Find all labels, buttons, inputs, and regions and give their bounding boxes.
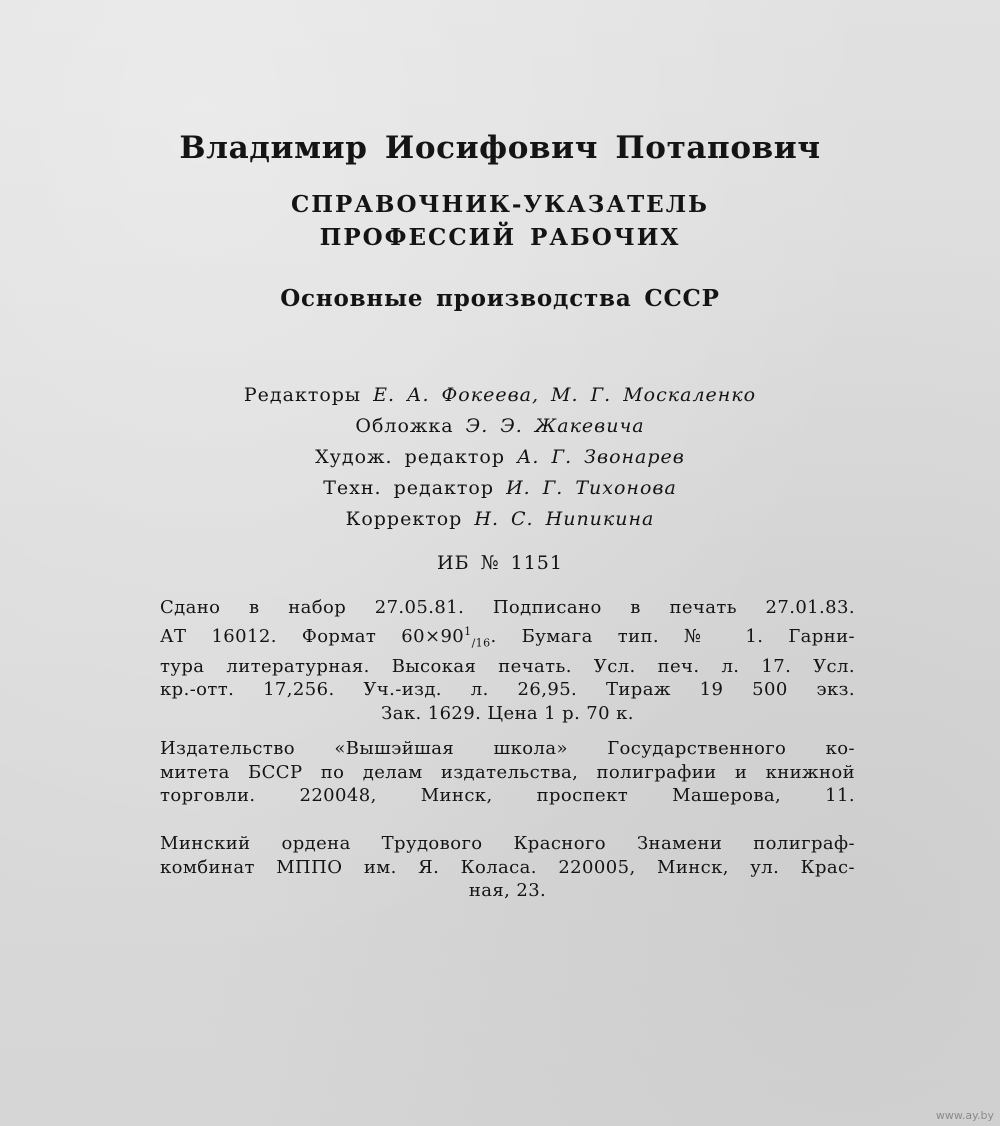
- book-title-line-1: СПРАВОЧНИК-УКАЗАТЕЛЬ: [290, 191, 710, 218]
- credit-name: А. Г. Звонарев: [517, 446, 685, 468]
- credit-role: Редакторы: [243, 384, 362, 406]
- credit-name: Э. Э. Жакевича: [465, 415, 645, 437]
- print-data-line: тура литературная. Высокая печать. Усл. печ. л. 17. Усл.: [160, 655, 855, 677]
- print-data-paragraph: [160, 596, 855, 725]
- author-name: Владимир Иосифович Потапович: [179, 130, 821, 166]
- credit-name: И. Г. Тихонова: [506, 477, 677, 499]
- credit-role: Корректор: [345, 508, 463, 530]
- credit-name: Н. С. Нипикина: [474, 508, 655, 530]
- format-fraction-numerator: 1: [464, 624, 472, 638]
- credits-list: [0, 380, 1000, 535]
- publisher-line: торговли. 220048, Минск, проспект Машерова, 11.: [160, 785, 855, 806]
- publisher-line: митета БССР по делам издательства, полиграфии и книжной: [160, 761, 855, 783]
- publisher-line: Издательство «Вышэйшая школа» Государственного ко-: [160, 738, 855, 759]
- publisher-paragraph: [160, 737, 855, 808]
- credit-cover: [0, 411, 1000, 442]
- format-fraction-denominator: /16: [471, 636, 491, 650]
- credit-name: Е. А. Фокеева, М. Г. Москаленко: [373, 384, 757, 406]
- credit-art-editor: [0, 442, 1000, 473]
- book-title-line-2: ПРОФЕССИЙ РАБОЧИХ: [319, 224, 681, 251]
- print-data-line: АТ 16012. Формат $60\times 90^1_{/16}$. Бумага тип. № 1. Гарни-: [160, 624, 856, 650]
- print-data-line: кр.-отт. 17,256. Уч.-изд. л. 26,95. Тираж 19 500 экз.: [160, 679, 855, 701]
- printer-line: ная, 23.: [468, 880, 547, 901]
- print-data-line: Сдано в набор 27.05.81. Подписано в печать 27.01.83.: [160, 597, 855, 618]
- ib-number: ИБ № 1151: [437, 552, 563, 574]
- credit-role: Обложка: [355, 415, 454, 437]
- site-watermark: www.ay.by: [935, 1109, 994, 1122]
- book-subtitle: Основные производства СССР: [280, 285, 720, 312]
- credit-editors: [0, 380, 1000, 411]
- credit-tech-editor: [0, 473, 1000, 504]
- credit-proofreader: [0, 504, 1000, 535]
- book-title: [0, 188, 1000, 254]
- printer-line: комбинат МППО им. Я. Коласа. 220005, Минск, ул. Крас-: [160, 856, 855, 878]
- printer-line: Минский ордена Трудового Красного Знамени полиграф-: [160, 833, 855, 854]
- credit-role: Техн. редактор: [323, 477, 495, 499]
- credit-role: Худож. редактор: [315, 446, 505, 468]
- printer-paragraph: [160, 832, 855, 903]
- print-data-line: Зак. 1629. Цена 1 р. 70 к.: [381, 702, 634, 724]
